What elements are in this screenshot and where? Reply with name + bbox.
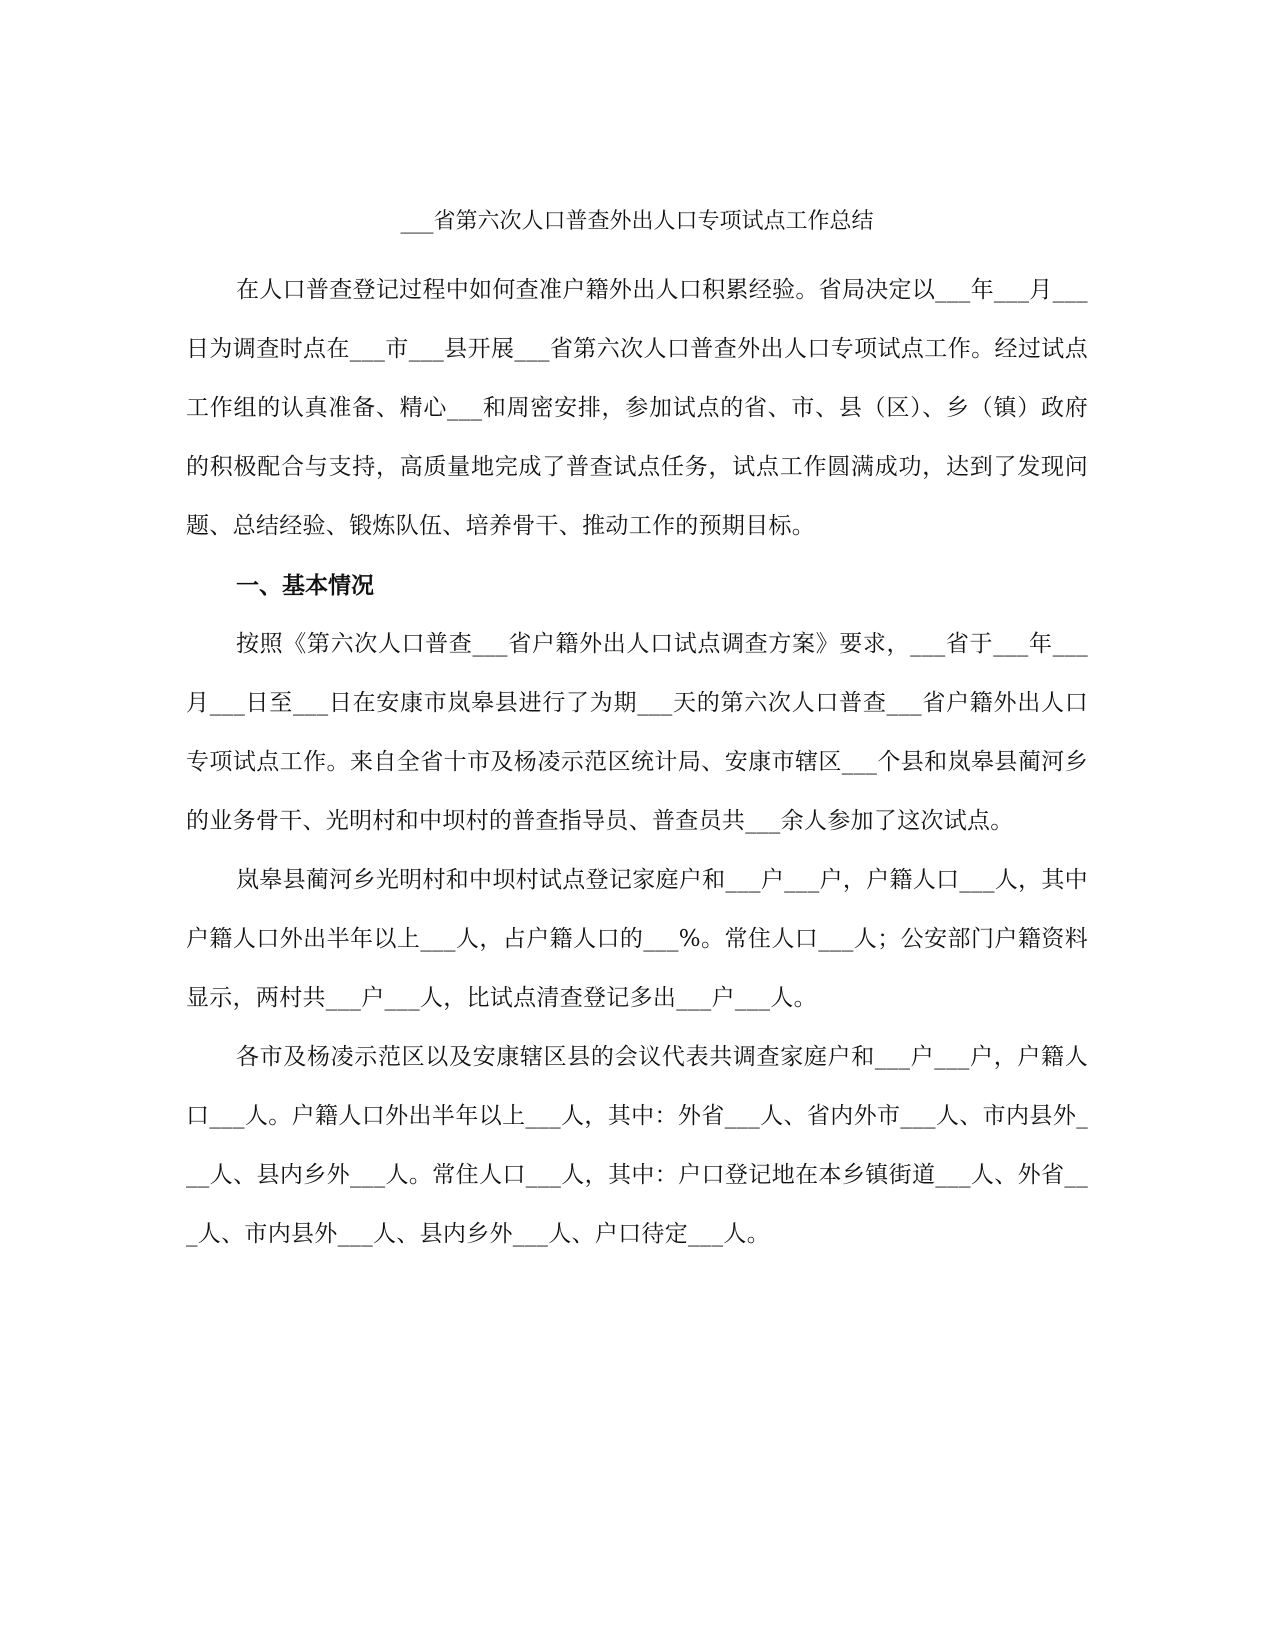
section1-paragraph-1: 按照《第六次人口普查___省户籍外出人口试点调查方案》要求，___省于___年___月___日至___日在安康市岚皋县进行了为期___天的第六次人口普查___省户籍外出人口专项试点工作。来自全省十市及杨凌示范区统计局、安康市辖区___个县和岚皋县蔺河乡的业务骨干、光明村和中坝村的普查指导员、普查员共___余人参加了这次试点。 (186, 631, 1088, 834)
document-body (186, 203, 1088, 1264)
intro-paragraph: 在人口普查登记过程中如何查准户籍外出人口积累经验。省局决定以___年___月___日为调查时点在___市___县开展___省第六次人口普查外出人口专项试点工作。经过试点工作组的认真准备、精心___和周密安排，参加试点的省、市、县（区）、乡（镇）政府的积极配合与支持，高质量地完成了普查试点任务，试点工作圆满成功，达到了发现问题、总结经验、锻炼队伍、培养骨干、推动工作的预期目标。 (186, 277, 1088, 539)
document-title: ___省第六次人口普查外出人口专项试点工作总结 (400, 209, 874, 234)
section-heading-basic-situation: 一、基本情况 (236, 572, 374, 599)
section1-paragraph-2: 岚皋县蔺河乡光明村和中坝村试点登记家庭户和___户___户，户籍人口___人，其中户籍人口外出半年以上___人，占户籍人口的___%。常住人口___人；公安部门户籍资料显示，两村共___户___人，比试点清查登记多出___户___人。 (186, 867, 1088, 1011)
section1-paragraph-3: 各市及杨凌示范区以及安康辖区县的会议代表共调查家庭户和___户___户，户籍人口___人。户籍人口外出半年以上___人，其中：外省___人、省内外市___人、市内县外___人、县内乡外___人。常住人口___人，其中：户口登记地在本乡镇街道___人、外省___人、市内县外___人、县内乡外___人、户口待定___人。 (186, 1044, 1088, 1247)
